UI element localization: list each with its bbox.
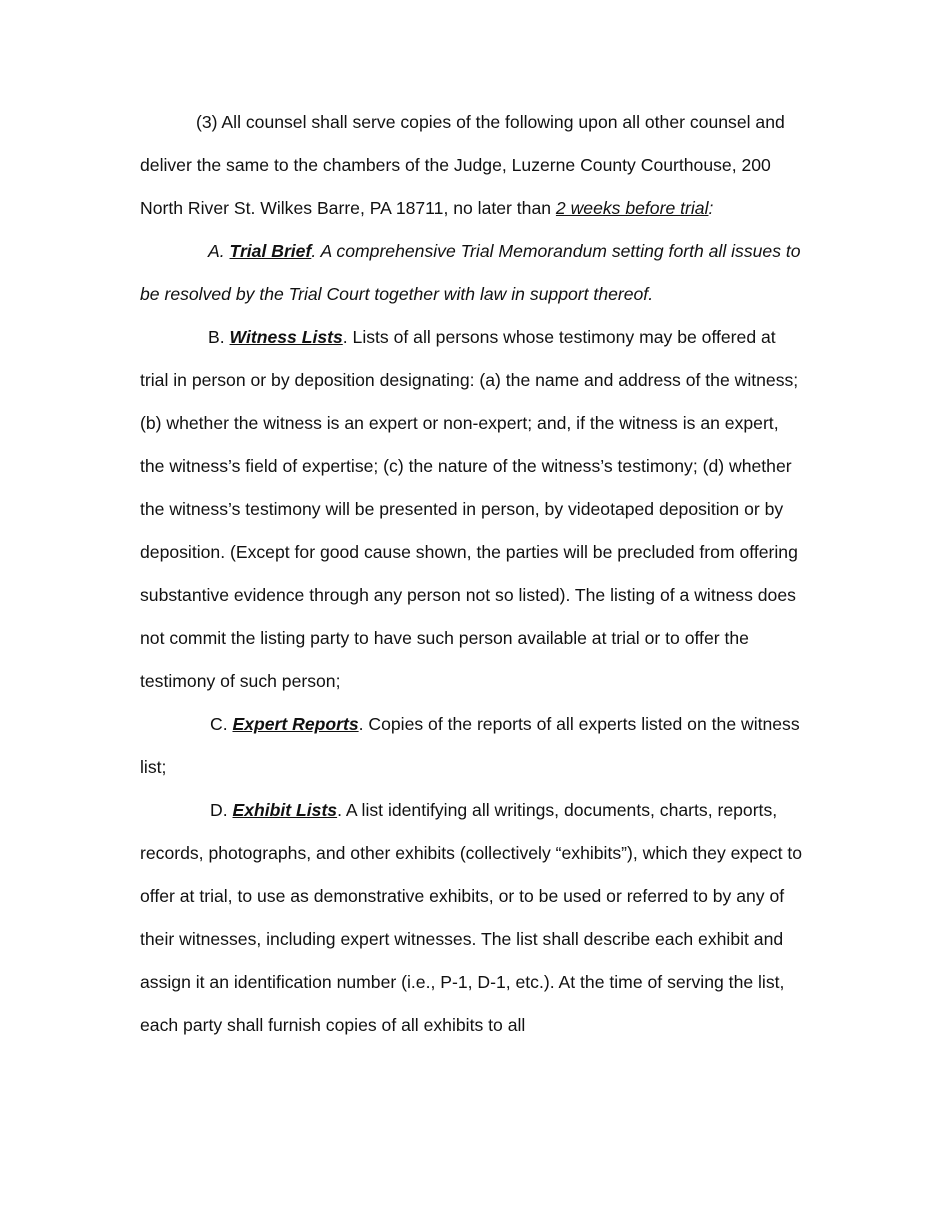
item-c-expert-reports xyxy=(140,703,806,789)
item-d-marker: D. xyxy=(210,800,233,820)
deadline-colon: : xyxy=(708,198,714,218)
item-d-exhibit-lists xyxy=(140,789,806,1047)
item-d-heading: Exhibit Lists xyxy=(232,800,338,820)
item-a-heading: Trial Brief xyxy=(229,241,312,261)
item-b-witness-lists xyxy=(140,316,806,703)
item-a-marker: A. xyxy=(208,241,230,261)
item-b-heading: Witness Lists xyxy=(229,327,343,347)
item-a-trial-brief xyxy=(140,230,806,316)
item-d-text: . A list identifying all writings, documents, charts, reports, records, photographs, and other exhibits (collectively “exhibits”), which they expect to offer at trial, to use as demonstrative exhibits, or to be used or referred to by any of their witnesses, including expert witnesses. The list shall describe each exhibit and assign it an identification number (i.e., P-1, D-1, etc.). At the time of serving the list, each party shall furnish copies of all exhibits to all xyxy=(140,800,803,1035)
document-body xyxy=(140,101,806,1047)
paragraph-3-text: (3) All counsel shall serve copies of the following upon all other counsel and deliver the same to the chambers of the Judge, Luzerne County Courthouse, 200 North River St. Wilkes Barre, PA 18711, no later than xyxy=(140,112,785,218)
item-a-text: . A comprehensive Trial Memorandum setting forth all issues to be resolved by the Trial Court together with law in support thereof. xyxy=(140,241,801,304)
item-b-marker: B. xyxy=(208,327,230,347)
item-b-text: . Lists of all persons whose testimony may be offered at trial in person or by deposition designating: (a) the name and address of the witness; (b) whether the witness is an expert or non-expert; and, if the witness is an expert, the witness’s field of expertise; (c) the nature of the witness’s testimony; (d) whether the witness’s testimony will be presented in person, by videotaped deposition or by deposition. (Except for good cause shown, the parties will be precluded from offering substantive evidence through any person not so listed). The listing of a witness does not commit the listing party to have such person available at trial or to offer the testimony of such person; xyxy=(140,327,799,691)
deadline-text: 2 weeks before trial xyxy=(555,198,709,218)
item-c-marker: C. xyxy=(210,714,233,734)
item-c-heading: Expert Reports xyxy=(232,714,359,734)
paragraph-3 xyxy=(140,101,806,230)
item-c-text: . Copies of the reports of all experts listed on the witness list; xyxy=(140,714,800,777)
